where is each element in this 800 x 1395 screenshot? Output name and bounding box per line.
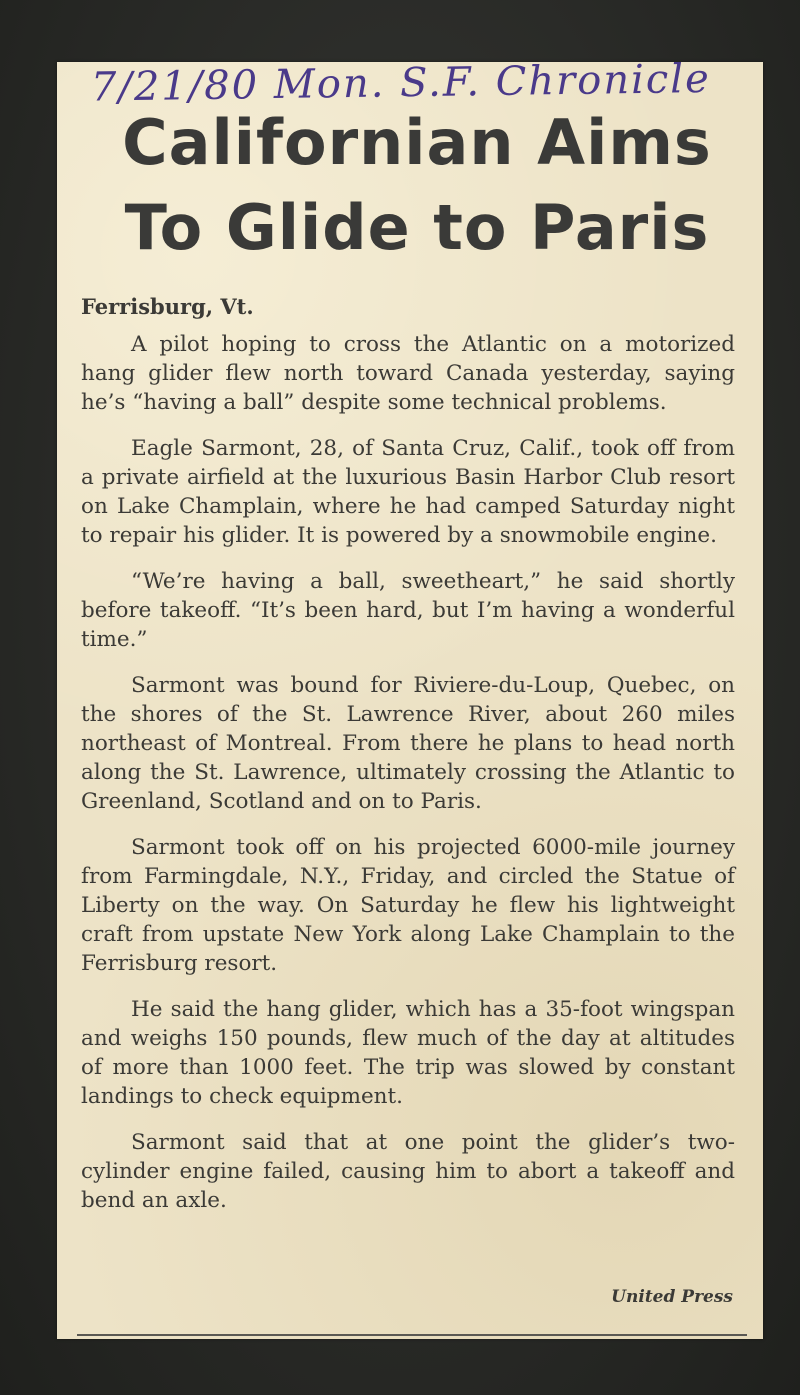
article-paragraph-2: Eagle Sarmont, 28, of Santa Cruz, Calif., took off from a private airfield at the luxurious Basin Harbor Club resort on Lake Champlain, where he had camped Saturday night to repair his glider. It is powered by a snowmobile engine. <box>81 436 735 548</box>
article-paragraph-4: Sarmont was bound for Riviere-du-Loup, Quebec, on the shores of the St. Lawrence River, about 260 miles northeast of Montreal. From there he plans to head north along the St. Lawrence, ultimately crossing the Atlantic to Greenland, Scotland and on to Paris. <box>81 673 735 814</box>
article-paragraph-7: Sarmont said that at one point the glider’s two-cylinder engine failed, causing him to abort a takeoff and bend an axle. <box>81 1130 735 1213</box>
article-paragraph-1: A pilot hoping to cross the Atlantic on a motorized hang glider flew north toward Canada yesterday, saying he’s “having a ball” despite some technical problems. <box>81 332 735 415</box>
newspaper-clipping <box>57 55 763 1339</box>
wire-service-credit: United Press <box>611 1287 733 1307</box>
dateline: Ferrisburg, Vt. <box>81 294 254 319</box>
article-paragraph-6: He said the hang glider, which has a 35-foot wingspan and weighs 150 pounds, flew much of the day at altitudes of more than 1000 feet. The trip was slowed by constant landings to check equipment. <box>81 997 735 1109</box>
headline-line-1: Californian Aims <box>122 106 712 179</box>
headline-line-2: To Glide to Paris <box>124 191 710 264</box>
article-paragraph-3: “We’re having a ball, sweetheart,” he said shortly before takeoff. “It’s been hard, but I’m having a wonderful time.” <box>81 569 735 652</box>
bottom-rule-divider <box>77 1334 747 1336</box>
handwritten-date-annotation: 7/21/80 Mon. S.F. Chronicle <box>90 55 712 111</box>
article-body <box>81 330 735 1232</box>
article-paragraph-5: Sarmont took off on his projected 6000-mile journey from Farmingdale, N.Y., Friday, and circled the Statue of Liberty on the way. On Saturday he flew his lightweight craft from upstate New York along Lake Champlain to the Ferrisburg resort. <box>81 835 735 976</box>
